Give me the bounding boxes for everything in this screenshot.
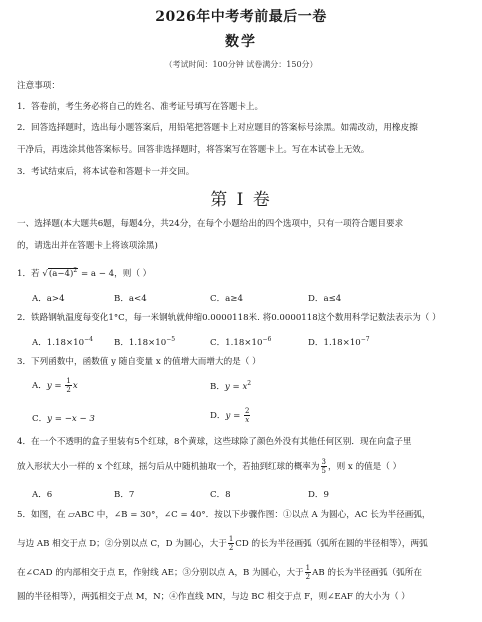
q4-option-c: C．8 [210,490,231,500]
section-intro: 的，请选出并在答题卡上将该项涂黑) [17,241,158,251]
q2-option-a: A．$1.18\times 10^{-4}$ [32,336,93,348]
question-5-line4: 圆的半径相等），两弧相交于点 M，N；④作直线 MN，与边 BC 相交于点 F，则∠EAF 的大小为（ ） [17,592,410,602]
q4-option-a: A．6 [32,490,53,500]
exam-meta: （考试时间：100分钟 试卷满分：150分） [164,60,318,69]
q1-option-d: D．a≤4 [308,294,342,304]
fraction: $\frac{1}{2}$ [228,535,234,552]
note-item: 2．回答选择题时，选出每小题答案后，用铅笔把答题卡上对应题目的答案标号涂黑。如需改动，用橡皮擦 [17,123,418,133]
note-item: 3．考试结束后，将本试卷和答题卡一并交回。 [17,167,195,177]
q3-option-b: B．$y = x^2$ [210,380,252,392]
exam-subject: 数学 [225,34,257,50]
q1-option-c: C．a≥4 [210,294,243,304]
sqrt-symbol: √ [42,268,48,279]
q4-option-d: D．9 [308,490,329,500]
section-intro: 一、选择题(本大题共6题，每题4分，共24分，在每个小题给出的四个选项中，只有一项符合题目要求 [17,219,404,229]
fraction: $\frac{3}{5}$ [321,458,326,475]
question-3: 3．下列函数中，函数值 y 随自变量 x 的值增大而增大的是（ ） [17,357,261,367]
q3-option-d: D．y = $\frac{2}{x}$ [210,407,250,424]
question-2: 2．铁路钢轨温度每变化1°C，每一米钢轨就伸缩0.0000118米. 将0.0000118这个数用科学记数法表示为（ ） [17,313,441,323]
q2-option-c: C．$1.18\times 10^{-6}$ [210,336,272,348]
q1-option-b: B．a<4 [114,294,147,304]
question-1: 1．若 $√(a-4)^2 = a - 4$，则（ ） [17,267,152,279]
question-4-line1: 4．在一个不透明的盒子里装有5个红球，8个黄球，这些球除了颜色外没有其他任何区别．现在向盒子里 [17,437,412,447]
fraction: $\frac{1}{2}$ [66,377,71,394]
fraction: $\frac{1}{2}$ [305,564,311,581]
note-item: 1．答卷前，考生务必将自己的姓名、准考证号填写在答题卡上。 [17,102,264,112]
notes-heading: 注意事项： [17,81,60,91]
sqrt-radicand: $(a-4)^2$ [48,267,78,279]
q2-option-d: D．$1.18\times 10^{-7}$ [308,336,370,348]
section-title: 第 I 卷 [210,190,272,210]
question-5-line3: 在∠CAD 的内部相交于点 E，作射线 AE；③分别以点 A，B 为圆心，大于 $\frac{1}{2}$ AB 的长为半径画弧（弧所在 [17,564,422,581]
exam-title: 2026年中考考前最后一卷 [155,9,327,25]
q1-option-a: A．a>4 [32,294,65,304]
question-5-line2: 与边 AB 相交于点 D；②分别以点 C，D 为圆心，大于 $\frac{1}{2}$ CD 的长为半径画弧（弧所在圆的半径相等），两弧 [17,535,428,552]
q2-option-b: B．$1.18\times 10^{-5}$ [114,336,176,348]
q3-option-a: A．y = $\frac{1}{2}$ x [32,377,78,394]
q3-option-c: C．y = −x − 3 [32,414,95,424]
fraction: $\frac{2}{x}$ [245,407,250,424]
note-item: 干净后，再选涂其他答案标号。回答非选择题时，将答案写在答题卡上。写在本试卷上无效。 [17,145,370,155]
question-5-line1: 5．如图，在 ▱ABC 中，∠B = 30°，∠C = 40°．按以下步骤作图：①以点 A 为圆心，AC 长为半径画弧， [17,510,431,520]
question-4-line2: 放入形状大小一样的 x 个红球，摇匀后从中随机抽取一个，若抽到红球的概率为 $\frac{3}{5}$ ，则 x 的值是（ ） [17,458,402,475]
q4-option-b: B．7 [114,490,135,500]
